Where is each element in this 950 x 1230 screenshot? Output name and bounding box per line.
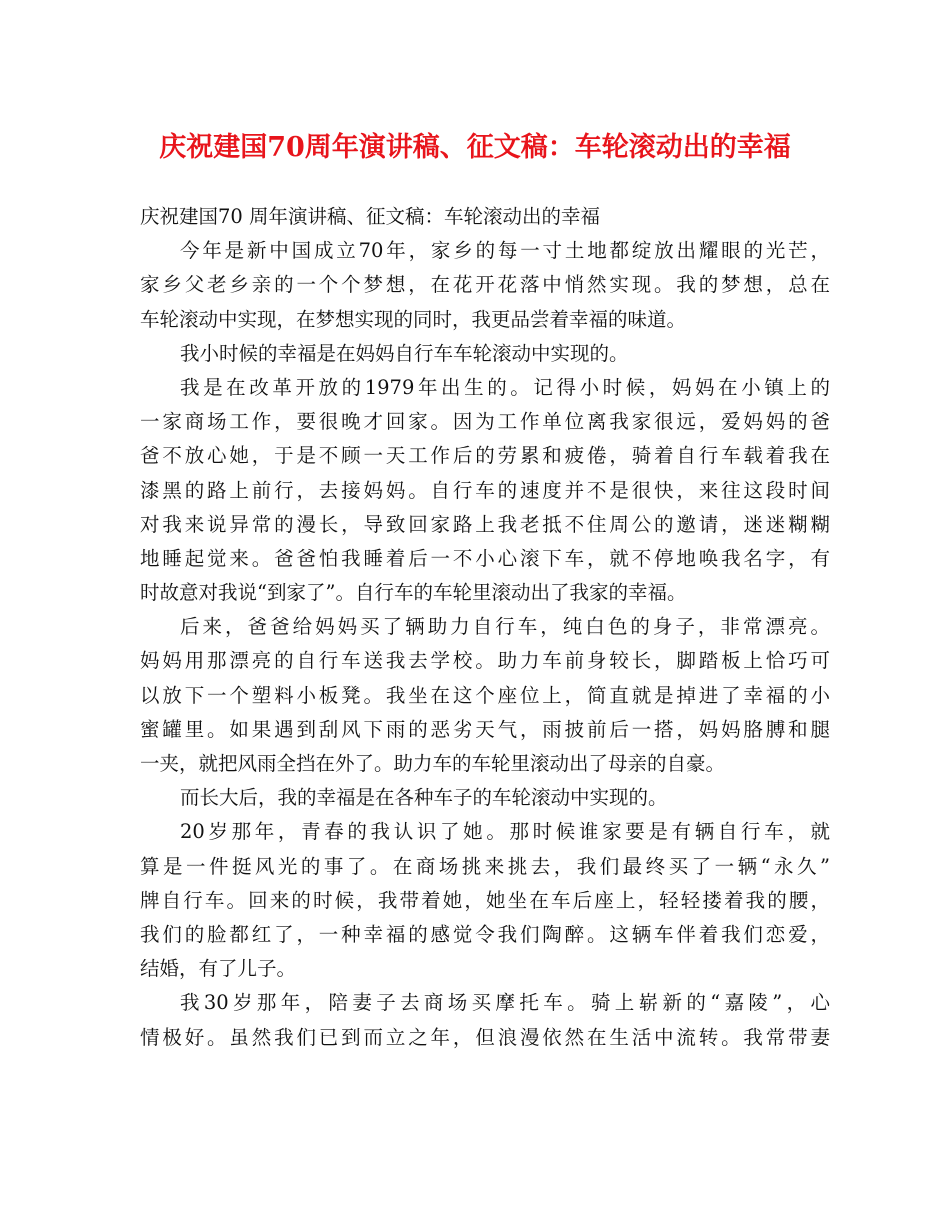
body-line: 地睡起觉来。爸爸怕我睡着后一不小心滚下车，就不停地唤我名字，有 xyxy=(140,546,830,570)
body-line: 一家商场工作，要很晚才回家。因为工作单位离我家很远，爱妈妈的爸 xyxy=(140,410,830,434)
body-line: 蜜罐里。如果遇到刮风下雨的恶劣天气，雨披前后一搭，妈妈胳膊和腿 xyxy=(140,717,830,741)
body-line: 车轮滚动中实现，在梦想实现的同时，我更品尝着幸福的味道。 xyxy=(140,307,687,331)
body-line: 我是在改革开放的1979年出生的。记得小时候，妈妈在小镇上的 xyxy=(180,375,830,399)
body-line: 20岁那年，青春的我认识了她。那时候谁家要是有辆自行车，就 xyxy=(180,820,830,844)
document-body xyxy=(140,200,830,1055)
body-line: 今年是新中国成立70年，家乡的每一寸土地都绽放出耀眼的光芒， xyxy=(180,239,830,263)
body-line: 爸不放心她，于是不顾一天工作后的劳累和疲倦，骑着自行车载着我在 xyxy=(140,444,830,468)
body-line: 家乡父老乡亲的一个个梦想，在花开花落中悄然实现。我的梦想，总在 xyxy=(140,273,830,297)
body-line: 我们的脸都红了，一种幸福的感觉令我们陶醉。这辆车伴着我们恋爱， xyxy=(140,922,830,946)
body-line: 牌自行车。回来的时候，我带着她，她坐在车后座上，轻轻搂着我的腰， xyxy=(140,888,830,912)
body-line: 我30岁那年，陪妻子去商场买摩托车。骑上崭新的“嘉陵”，心 xyxy=(180,991,830,1015)
body-line: 以放下一个塑料小板凳。我坐在这个座位上，简直就是掉进了幸福的小 xyxy=(140,683,830,707)
body-line: 情极好。虽然我们已到而立之年，但浪漫依然在生活中流转。我常带妻 xyxy=(140,1025,830,1049)
body-line: 时故意对我说“到家了”。自行车的车轮里滚动出了我家的幸福。 xyxy=(140,581,687,605)
document-title: 庆祝建国70周年演讲稿、征文稿：车轮滚动出的幸福 xyxy=(159,132,791,163)
body-line: 我小时候的幸福是在妈妈自行车车轮滚动中实现的。 xyxy=(180,341,629,365)
body-line: 而长大后，我的幸福是在各种车子的车轮滚动中实现的。 xyxy=(180,786,668,810)
document-subtitle: 庆祝建国70 周年演讲稿、征文稿：车轮滚动出的幸福 xyxy=(140,205,601,228)
body-line: 结婚，有了儿子。 xyxy=(140,957,297,981)
body-line: 算是一件挺风光的事了。在商场挑来挑去，我们最终买了一辆“永久” xyxy=(140,854,830,878)
body-line: 漆黑的路上前行，去接妈妈。自行车的速度并不是很快，来往这段时间 xyxy=(140,478,830,502)
body-line: 后来，爸爸给妈妈买了辆助力自行车，纯白色的身子，非常漂亮。 xyxy=(180,615,830,639)
body-line: 一夹，就把风雨全挡在外了。助力车的车轮里滚动出了母亲的自豪。 xyxy=(140,752,726,775)
body-line: 妈妈用那漂亮的自行车送我去学校。助力车前身较长，脚踏板上恰巧可 xyxy=(140,649,830,673)
body-line: 对我来说异常的漫长，导致回家路上我老抵不住周公的邀请，迷迷糊糊 xyxy=(140,512,830,536)
